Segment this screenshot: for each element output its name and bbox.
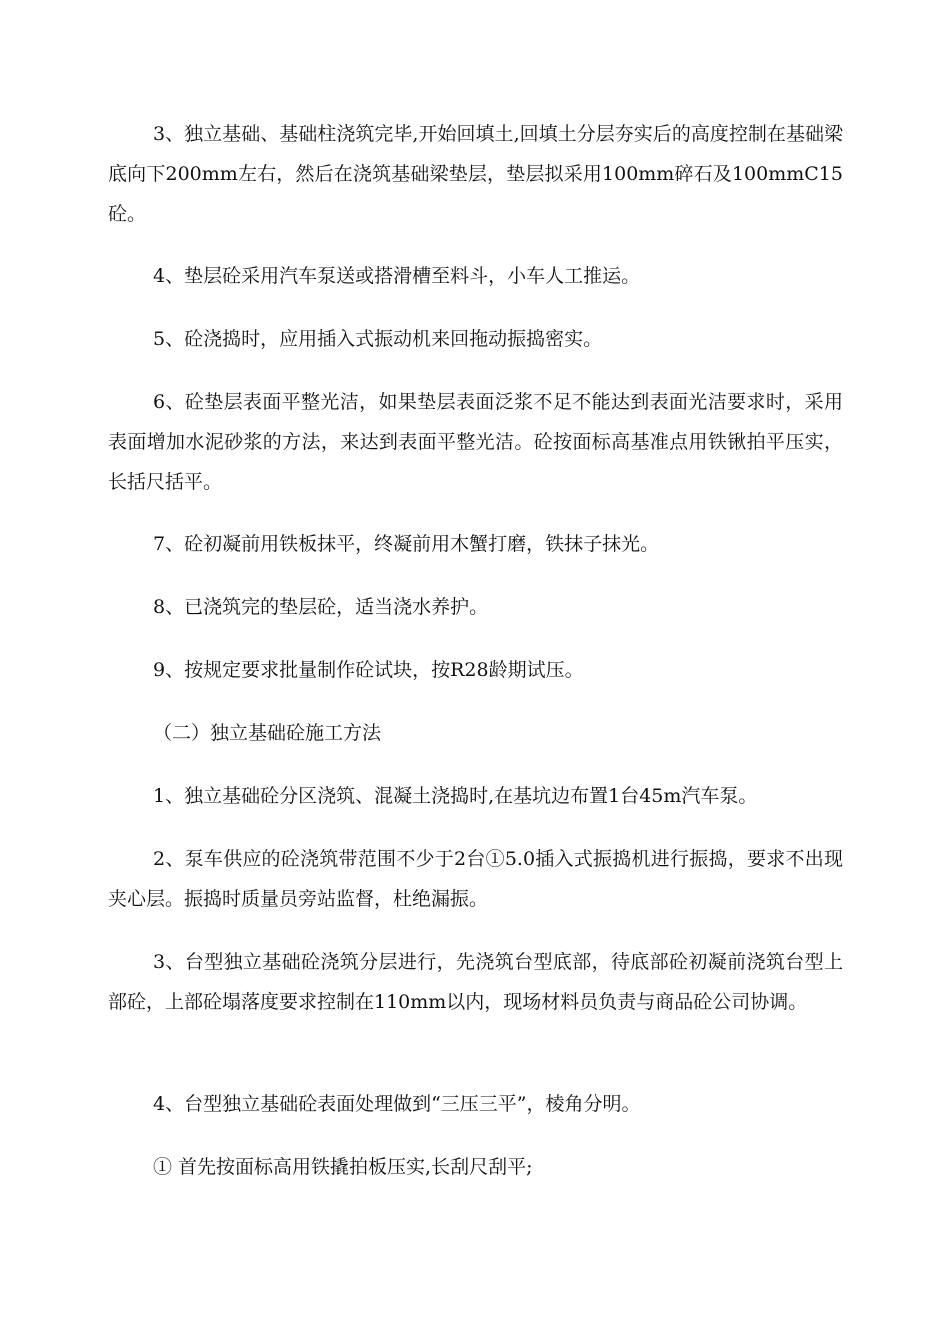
section-heading-isolated-foundation: （二）独立基础砼施工方法 [153,722,382,744]
paragraph-step-8-curing: 8、已浇筑完的垫层砼，适当浇水养护。 [153,596,489,618]
paragraph-foundation-step-4: 4、台型独立基础砼表面处理做到“三压三平”，棱角分明。 [153,1093,641,1115]
paragraph-step-3-backfill: 3、独立基础、基础柱浇筑完毕,开始回填土,回填土分层夯实后的高度控制在基础梁底向下200mm左右，然后在浇筑基础梁垫层，垫层拟采用100mm碎石及100mmC15砼。 [108,123,843,225]
paragraph-step-5-vibration: 5、砼浇捣时，应用插入式振动机来回拖动振捣密实。 [153,328,603,350]
paragraph-substep-1: ① 首先按面标高用铁撬拍板压实,长刮尺刮平; [153,1156,533,1178]
paragraph-foundation-step-3: 3、台型独立基础砼浇筑分层进行，先浇筑台型底部，待底部砼初凝前浇筑台型上部砼，上部砼塌落度要求控制在110mm以内，现场材料员负责与商品砼公司协调。 [108,951,843,1013]
paragraph-step-6-surface-finish: 6、砼垫层表面平整光洁，如果垫层表面泛浆不足不能达到表面光洁要求时，采用表面增加水泥砂浆的方法，来达到表面平整光洁。砼按面标高基准点用铁锹拍平压实，长括尺括平。 [108,391,843,493]
paragraph-foundation-step-1: 1、独立基础砼分区浇筑、混凝土浇捣时,在基坑边布置1台45m汽车泵。 [153,785,758,807]
paragraph-foundation-step-2: 2、泵车供应的砼浇筑带范围不少于2台①5.0插入式振捣机进行振捣，要求不出现夹心层。振捣时质量员旁站监督，杜绝漏振。 [108,848,843,910]
paragraph-step-4-cushion-pumping: 4、垫层砼采用汽车泵送或搭滑槽至料斗，小车人工推运。 [153,265,641,287]
paragraph-step-9-test-blocks: 9、按规定要求批量制作砼试块，按R28龄期试压。 [153,659,584,681]
paragraph-step-7-troweling: 7、砼初凝前用铁板抹平，终凝前用木蟹打磨，铁抹子抹光。 [153,533,660,555]
